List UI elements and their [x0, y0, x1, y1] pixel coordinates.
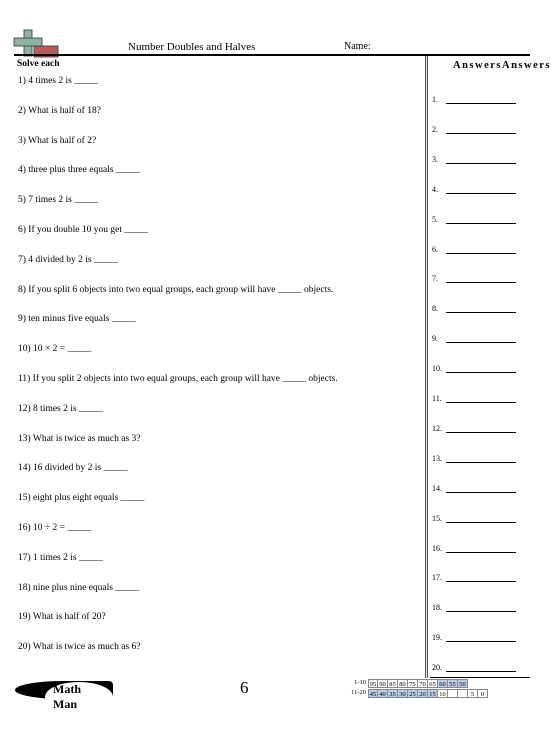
- score-cell: 35: [388, 689, 398, 698]
- answer-line[interactable]: [446, 372, 516, 373]
- score-cell: 10: [438, 689, 448, 698]
- answer-line[interactable]: [446, 581, 516, 582]
- answer-label: 15.: [432, 513, 442, 523]
- answer-label: 19.: [432, 633, 442, 643]
- header-rule: [14, 54, 530, 56]
- answer-label: 2.: [432, 124, 438, 134]
- score-cell: 15: [428, 689, 438, 698]
- page-number: 6: [240, 678, 249, 697]
- answer-line[interactable]: [446, 671, 516, 672]
- answer-slot[interactable]: [432, 245, 530, 254]
- answer-slot[interactable]: [432, 454, 530, 463]
- answer-line[interactable]: [446, 402, 516, 403]
- answer-line[interactable]: [446, 133, 516, 134]
- question-text: 13) What is twice as much as 3?: [18, 433, 141, 444]
- answer-label: 17.: [432, 573, 442, 583]
- score-cell: 45: [369, 691, 377, 698]
- answer-line[interactable]: [446, 282, 516, 283]
- answer-line[interactable]: [446, 462, 516, 463]
- score-cell: 95: [369, 681, 377, 688]
- question-item: [18, 314, 135, 324]
- answer-slot[interactable]: [432, 573, 530, 582]
- answers-title: AnswersAnswers: [453, 60, 551, 71]
- brand-name: Math Man: [45, 682, 113, 712]
- question-text: 2) What is half of 18?: [18, 105, 101, 116]
- score-cell: 70: [418, 679, 428, 688]
- question-item: [18, 463, 127, 473]
- answer-slot[interactable]: [432, 185, 530, 194]
- question-text: 6) If you double 10 you get _____: [18, 225, 149, 235]
- question-item: [18, 106, 101, 116]
- question-item: [18, 523, 91, 533]
- question-text: 7) 4 divided by 2 is _____: [18, 254, 118, 265]
- answer-line[interactable]: [446, 641, 516, 642]
- answer-line[interactable]: [446, 522, 516, 523]
- answer-line[interactable]: [446, 492, 516, 493]
- score-cell: 40: [378, 689, 388, 698]
- answer-line[interactable]: [446, 103, 516, 104]
- answer-slot[interactable]: [432, 304, 530, 313]
- question-item: [18, 195, 98, 205]
- question-item: [18, 285, 333, 295]
- question-item: [18, 612, 106, 622]
- answer-line[interactable]: [446, 193, 516, 194]
- question-item: [18, 493, 144, 503]
- answer-label: 9.: [432, 334, 438, 344]
- question-text: 4) three plus three equals _____: [18, 165, 140, 176]
- score-cell: 65: [428, 679, 438, 688]
- score-cell: 5: [468, 689, 478, 698]
- question-text: 14) 16 divided by 2 is _____: [18, 463, 128, 474]
- footer-rule: [430, 677, 530, 678]
- score-cell: 90: [378, 679, 388, 688]
- question-text: 16) 10 ÷ 2 = _____: [18, 523, 92, 533]
- question-item: [18, 225, 148, 235]
- answer-slot[interactable]: [432, 544, 530, 553]
- answer-line[interactable]: [446, 611, 516, 612]
- answer-label: 4.: [432, 184, 438, 194]
- score-cell: 0: [478, 689, 488, 698]
- question-text: 17) 1 times 2 is _____: [18, 552, 103, 563]
- score-cell: 85: [388, 679, 398, 688]
- answer-slot[interactable]: [432, 663, 530, 672]
- brand-logo: [15, 681, 113, 711]
- question-text: 5) 7 times 2 is _____: [18, 195, 98, 206]
- score-cell: 20: [418, 689, 428, 698]
- answer-label: 12.: [432, 423, 442, 433]
- question-text: 15) eight plus eight equals _____: [18, 493, 145, 504]
- score-cell: 80: [398, 679, 408, 688]
- answer-label: 18.: [432, 603, 442, 613]
- score-cell: 75: [408, 679, 418, 688]
- answer-slot[interactable]: [432, 394, 530, 403]
- answer-label: 1.: [432, 95, 438, 104]
- question-item: [18, 76, 98, 86]
- question-text: 10) 10 × 2 = _____: [18, 344, 92, 355]
- answer-slot[interactable]: [432, 364, 530, 373]
- score-cell: 50: [458, 679, 468, 688]
- answer-slot[interactable]: [432, 155, 530, 164]
- score-cell: 25: [408, 689, 418, 698]
- question-text: 8) If you split 6 objects into two equal groups, each group will have _____ objects.: [18, 284, 334, 295]
- answer-label: 3.: [432, 154, 438, 164]
- question-text: 11) If you split 2 objects into two equal groups, each group will have _____ objects.: [18, 374, 338, 384]
- question-item: [18, 642, 141, 652]
- answer-slot[interactable]: [432, 95, 530, 104]
- question-item: [18, 434, 141, 444]
- question-text: 20) What is twice as much as 6?: [18, 642, 141, 653]
- answer-label: 11.: [432, 394, 442, 403]
- answer-slot[interactable]: [432, 274, 530, 283]
- answer-label: 20.: [432, 663, 442, 673]
- question-item: [18, 553, 103, 563]
- answer-slot[interactable]: [432, 125, 530, 134]
- instructions: Solve each: [17, 59, 60, 69]
- answer-label: 7.: [432, 274, 438, 284]
- question-text: 9) ten minus five equals _____: [18, 314, 136, 325]
- answer-slot[interactable]: [432, 424, 530, 433]
- question-item: [18, 404, 103, 414]
- question-item: [18, 583, 139, 593]
- answer-line[interactable]: [446, 163, 516, 164]
- answer-line[interactable]: [446, 432, 516, 433]
- question-item: [18, 136, 96, 146]
- score-cell: 55: [448, 679, 458, 688]
- answer-slot[interactable]: [432, 215, 530, 224]
- question-item: [18, 165, 140, 175]
- answer-line[interactable]: [446, 223, 516, 224]
- answer-label: 8.: [432, 304, 438, 314]
- score-cell: [458, 689, 468, 698]
- answer-line[interactable]: [446, 552, 516, 553]
- answer-line[interactable]: [446, 342, 516, 343]
- question-text: 12) 8 times 2 is _____: [18, 403, 103, 414]
- answer-slot[interactable]: [432, 603, 530, 612]
- answer-slot[interactable]: [432, 633, 530, 642]
- answer-line[interactable]: [446, 312, 516, 313]
- answer-label: 14.: [432, 483, 442, 493]
- score-cell: 30: [398, 689, 408, 698]
- answer-label: 10.: [432, 364, 442, 374]
- question-text: 18) nine plus nine equals _____: [18, 582, 140, 593]
- score-cell: 60: [438, 679, 448, 688]
- answer-label: 13.: [432, 453, 442, 463]
- name-label: Name:: [344, 41, 371, 52]
- answer-column-divider: [425, 56, 428, 678]
- answer-slot[interactable]: [432, 334, 530, 343]
- answer-slot[interactable]: [432, 484, 530, 493]
- answer-slot[interactable]: [432, 514, 530, 523]
- question-text: 19) What is half of 20?: [18, 612, 106, 623]
- question-text: 1) 4 times 2 is _____: [18, 76, 98, 86]
- question-item: [18, 374, 338, 384]
- worksheet-title: Number Doubles and Halves: [128, 41, 256, 53]
- answer-line[interactable]: [446, 253, 516, 254]
- question-item: [18, 255, 118, 265]
- question-text: 3) What is half of 2?: [18, 135, 97, 146]
- question-item: [18, 344, 91, 354]
- score-row-label: 11-20: [351, 689, 366, 696]
- answer-label: 16.: [432, 543, 442, 553]
- score-cell: [448, 689, 458, 698]
- answer-label: 6.: [432, 244, 438, 254]
- answer-label: 5.: [432, 214, 438, 224]
- score-row-label: 1-10: [354, 679, 366, 686]
